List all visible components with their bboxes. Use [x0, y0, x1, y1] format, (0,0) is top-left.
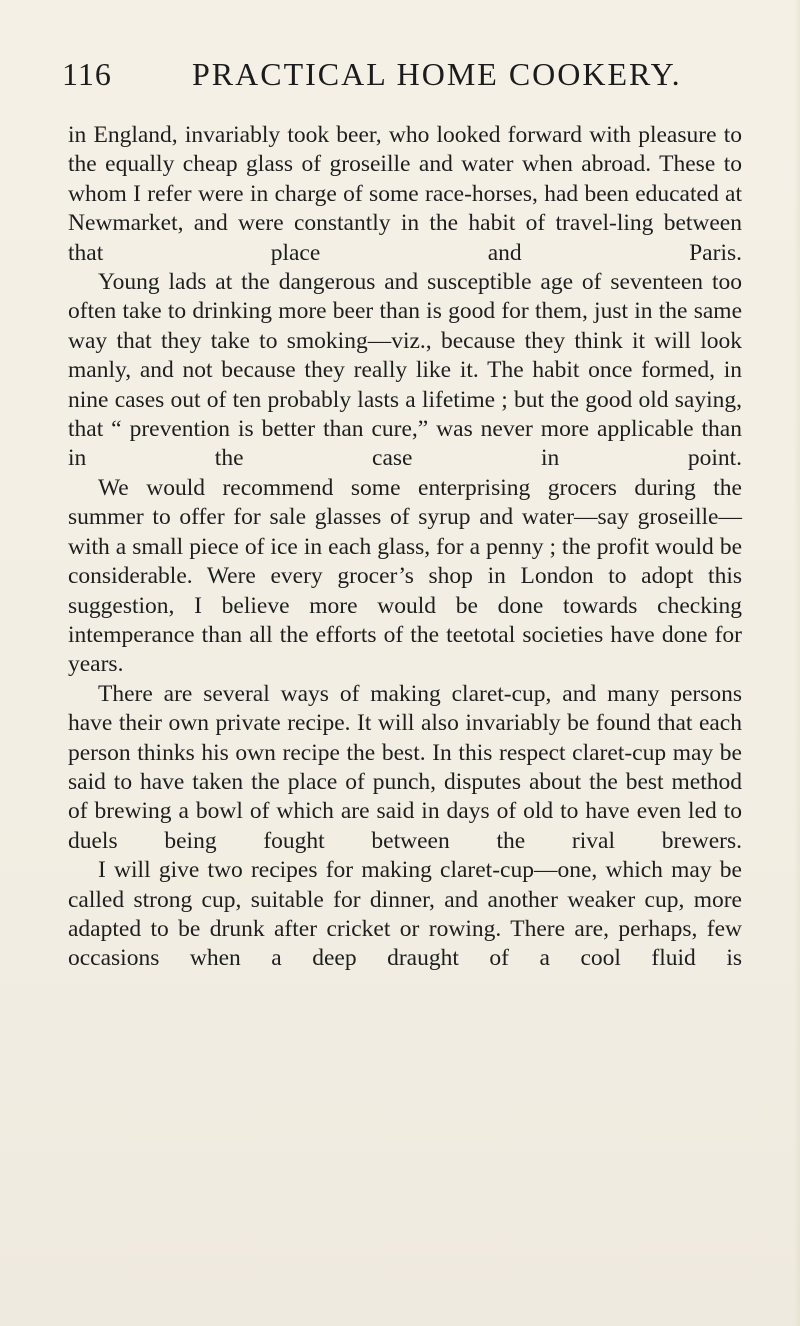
running-head: PRACTICAL HOME COOKERY. — [192, 56, 682, 92]
page-number: 116 — [62, 56, 112, 92]
body-text — [68, 121, 742, 974]
page-edge-shadow — [794, 0, 800, 1326]
page-header — [62, 56, 762, 96]
paragraph: There are several ways of making claret-cup, and many persons have their own private recipe. It will also invariably be found that each person thinks his own recipe the best. In this respect claret-cup may be said to have taken the place of punch, disputes about the best method of brewing a bowl of which are said in days of old to have even led to duels being fought between the rival brewers. — [68, 680, 742, 854]
paragraph: We would recommend some enterprising grocers during the summer to offer for sale glasses of syrup and water—say groseille—with a small piece of ice in each glass, for a penny ; the profit would be considerable. Were every grocer’s shop in London to adopt this suggestion, I believe more would be done towards checking intemperance than all the efforts of the teetotal societies have done for years. — [68, 474, 742, 678]
paragraph: Young lads at the dangerous and susceptible age of seventeen too often take to drinking more beer than is good for them, just in the same way that they take to smoking—viz., because they think it will look manly, and not because they really like it. The habit once formed, in nine cases out of ten probably lasts a lifetime ; but the good old saying, that “ prevention is better than cure,” was never more applicable than in the case in point. — [68, 269, 742, 472]
paragraph: in England, invariably took beer, who looked forward with pleasure to the equally cheap glass of groseille and water when abroad. These to whom I refer were in charge of some race-horses, had been educated at Newmarket, and were constantly in the habit of travel-ling between that place and Paris. — [68, 122, 742, 266]
paragraph: I will give two recipes for making claret-cup—one, which may be called strong cup, suitable for dinner, and another weaker cup, more adapted to be drunk after cricket or rowing. There are, perhaps, few occasions when a deep draught of a cool fluid is — [68, 857, 742, 972]
